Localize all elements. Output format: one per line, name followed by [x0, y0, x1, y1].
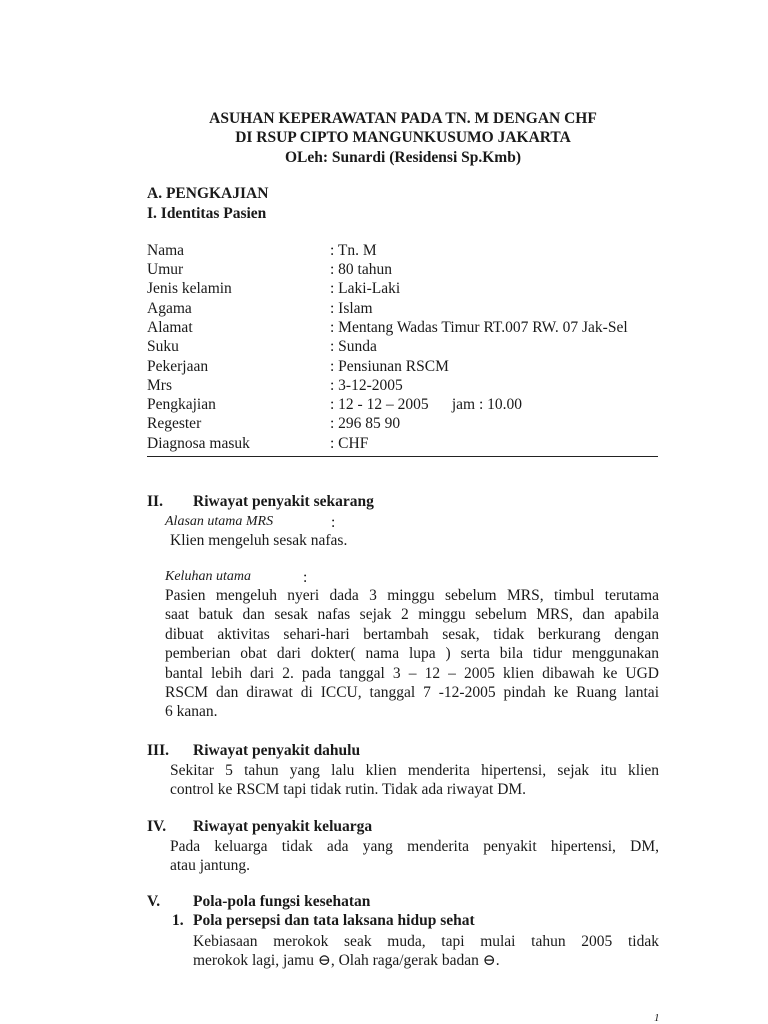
paragraph-line: dibuat aktivitas sehari-hari bertambah sesak, tidak berkurang dengan	[165, 625, 659, 643]
identity-table-divider	[147, 456, 658, 457]
alasan-utama-text: Klien mengeluh sesak nafas.	[170, 532, 348, 549]
paragraph-line: Sekitar 5 tahun yang lalu klien menderita hipertensi, sejak itu klien	[170, 762, 659, 779]
section-3-paragraph	[170, 761, 659, 800]
paragraph-line: merokok lagi, jamu ⊖, Olah raga/gerak badan ⊖.	[193, 952, 500, 970]
identity-label: Alamat	[147, 319, 193, 336]
identity-value: : Tn. M	[330, 242, 377, 259]
keluhan-utama-paragraph	[165, 586, 659, 722]
keluhan-utama-label: Keluhan utama	[165, 569, 251, 584]
section-i-heading: I. Identitas Pasien	[147, 205, 267, 222]
section-2-heading: Riwayat penyakit sekarang	[193, 493, 374, 510]
identity-label: Pekerjaan	[147, 358, 209, 375]
identity-value: : Laki-Laki	[330, 280, 401, 297]
identity-value: : Islam	[330, 300, 373, 317]
subsection-1-number: 1.	[172, 912, 184, 929]
paragraph-line: Kebiasaan merokok seak muda, tapi mulai tahun 2005 tidak	[193, 933, 659, 950]
paragraph-line: Pada keluarga tidak ada yang menderita penyakit hipertensi, DM,	[170, 838, 659, 855]
page-number: 1	[654, 1012, 660, 1024]
identity-label: Nama	[147, 242, 185, 259]
document-title-line-1: ASUHAN KEPERAWATAN PADA TN. M DENGAN CHF	[209, 110, 597, 127]
paragraph-line: pemberian obat dari dokter( nama lupa ) serta bila tidur menggunakan	[165, 645, 659, 663]
paragraph-line: Pasien mengeluh nyeri dada 3 minggu sebelum MRS, timbul terutama	[165, 587, 659, 604]
identity-label: Diagnosa masuk	[147, 435, 250, 452]
identity-label: Jenis kelamin	[147, 280, 232, 297]
section-4-number: IV.	[147, 818, 167, 835]
identity-value: : 3-12-2005	[330, 377, 403, 394]
section-3-heading: Riwayat penyakit dahulu	[193, 742, 361, 759]
paragraph-line: 6 kanan.	[165, 703, 218, 721]
identity-label: Agama	[147, 300, 192, 317]
identity-label: Pengkajian	[147, 396, 216, 413]
identity-value: : Mentang Wadas Timur RT.007 RW. 07 Jak-Sel	[330, 319, 628, 336]
section-4-heading: Riwayat penyakit keluarga	[193, 818, 373, 835]
paragraph-line: atau jantung.	[170, 857, 251, 875]
section-2-number: II.	[147, 493, 163, 510]
identity-value: : 80 tahun	[330, 261, 392, 278]
section-5-number: V.	[147, 893, 161, 910]
identity-value: : 296 85 90	[330, 415, 401, 432]
alasan-utama-label: Alasan utama MRS	[165, 514, 274, 529]
identity-label: Suku	[147, 338, 179, 355]
section-a-heading: A. PENGKAJIAN	[147, 185, 269, 202]
document-title-line-3: OLeh: Sunardi (Residensi Sp.Kmb)	[285, 149, 521, 166]
subsection-1-paragraph	[193, 932, 659, 971]
keluhan-utama-colon: :	[303, 569, 308, 586]
paragraph-line: RSCM dan dirawat di ICCU, tanggal 7 -12-2005 pindah ke Ruang lantai	[165, 683, 659, 701]
identity-label: Mrs	[147, 377, 172, 394]
section-5-heading: Pola-pola fungsi kesehatan	[193, 893, 371, 910]
identity-label: Umur	[147, 261, 184, 278]
section-4-paragraph	[170, 837, 659, 876]
identity-value: : 12 - 12 – 2005 jam : 10.00	[330, 396, 523, 413]
paragraph-line: control ke RSCM tapi tidak rutin. Tidak ada riwayat DM.	[170, 781, 527, 799]
identity-value: : CHF	[330, 435, 369, 452]
section-3-number: III.	[147, 742, 169, 759]
paragraph-line: saat batuk dan sesak nafas sejak 2 minggu sebelum MRS, dan apabila	[165, 606, 659, 624]
paragraph-line: bantal lebih dari 2. pada tanggal 3 – 12 – 2005 klien dibawah ke UGD	[165, 664, 659, 682]
document-title-line-2: DI RSUP CIPTO MANGUNKUSUMO JAKARTA	[235, 129, 571, 146]
subsection-1-heading: Pola persepsi dan tata laksana hidup sehat	[193, 912, 475, 929]
identity-value: : Pensiunan RSCM	[330, 358, 449, 375]
identity-value: : Sunda	[330, 338, 377, 355]
alasan-utama-colon: :	[331, 514, 336, 531]
identity-label: Regester	[147, 415, 202, 432]
